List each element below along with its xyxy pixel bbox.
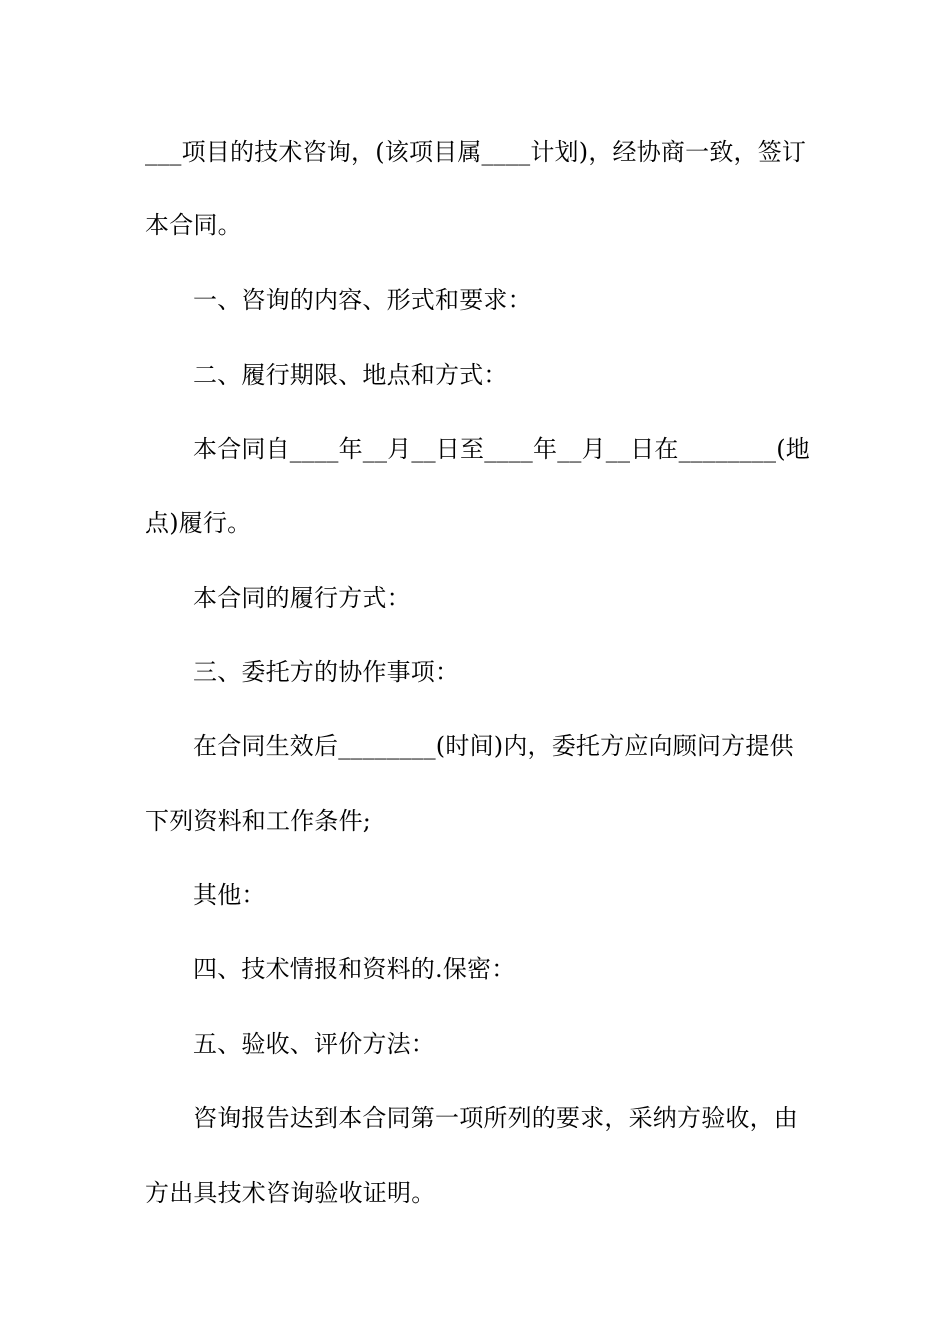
text-line: 在合同生效后________(时间)内，委托方应向顾问方提供 bbox=[193, 732, 794, 760]
text-line: 咨询报告达到本合同第一项所列的要求，采纳方验收，由 bbox=[193, 1104, 798, 1132]
section-heading: 五、验收、评价方法： bbox=[193, 1030, 435, 1058]
section-heading: 四、技术情报和资料的.保密： bbox=[193, 955, 516, 983]
text-line: 本合同自____年__月__日至____年__月__日在________(地 bbox=[193, 435, 810, 463]
text-line: 方出具技术咨询验收证明。 bbox=[145, 1179, 436, 1207]
section-heading: 三、委托方的协作事项： bbox=[193, 658, 460, 686]
text-line: 本合同。 bbox=[145, 211, 242, 239]
text-line: 本合同的履行方式： bbox=[193, 584, 411, 612]
text-line: 点)履行。 bbox=[145, 509, 252, 537]
section-heading: 二、履行期限、地点和方式： bbox=[193, 361, 508, 389]
section-heading: 一、咨询的内容、形式和要求： bbox=[193, 286, 532, 314]
text-line: ___项目的技术咨询，(该项目属____计划)，经协商一致，签订 bbox=[145, 138, 807, 166]
text-line: 其他： bbox=[193, 881, 266, 909]
text-line: 下列资料和工作条件; bbox=[145, 807, 372, 835]
